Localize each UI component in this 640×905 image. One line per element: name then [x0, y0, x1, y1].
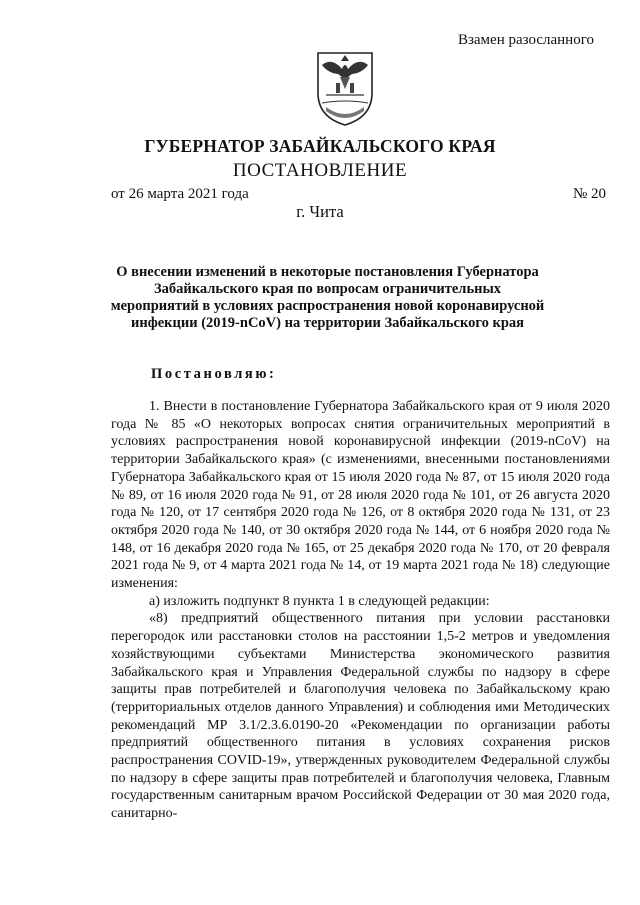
document-subject: О внесении изменений в некоторые постановления Губернатора Забайкальского края по вопросам ограничительных мероприятий в условиях распространения новой коронавирусной инфекции (2019-nCoV) на территории Забайкальского края [110, 264, 545, 331]
document-city: г. Чита [296, 202, 344, 221]
governor-title: ГУБЕРНАТОР ЗАБАЙКАЛЬСКОГО КРАЯ [144, 136, 496, 156]
stamp-note: Взамен разосланного [457, 32, 594, 48]
document-body [111, 398, 610, 823]
document-type: ПОСТАНОВЛЕНИЕ [232, 160, 408, 181]
paragraph-3: «8) предприятий общественного питания при условии расстановки перегородок или расстановки столов на расстоянии 1,5-2 метров и уведомления хозяйствующими субъектами Министерства экономического развития Забайкальского края и Управления Федеральной службы по надзору в сфере защиты прав потребителей и благополучия человека по Забайкальскому краю (территориальных отделов данного Управления) и соблюдения ими Методических рекомендаций МР 3.1/2.3.6.0190-20 «Рекомендации по организации работы предприятий общественного питания в условиях сохранения рисков распространения COVID-19», утвержденных руководителем Федеральной службы по надзору в сфере защиты прав потребителей и благополучия человека, Главным государственным санитарным врачом Российской Федерации от 30 мая 2020 года, санитарно- [111, 611, 610, 822]
paragraph-1: 1. Внести в постановление Губернатора Забайкальского края от 9 июля 2020 года № 85 «О некоторых вопросах снятия ограничительных мероприятий в условиях распространения новой коронавирусной инфекции (2019-nCoV) на территории Забайкальского края» (с изменениями, внесенными постановлениями Губернатора Забайкальского края от 15 июля 2020 года № 87, от 15 июля 2020 года № 89, от 16 июля 2020 года № 91, от 28 июля 2020 года № 101, от 26 августа 2020 года № 120, от 17 сентября 2020 года № 126, от 8 октября 2020 года № 131, от 23 октября 2020 года № 140, от 30 октября 2020 года № 144, от 6 ноября 2020 года № 148, от 16 декабря 2020 года № 165, от 25 декабря 2020 года № 170, от 20 февраля 2021 года № 9, от 4 марта 2021 года № 14, от 19 марта 2021 года № 18) следующие изменения: [111, 399, 610, 592]
document-date: от 26 марта 2021 года [111, 186, 249, 202]
document-number: № 20 [572, 186, 606, 202]
paragraph-2: а) изложить подпункт 8 пункта 1 в следующей редакции: [149, 593, 490, 609]
coat-of-arms-icon [312, 47, 378, 127]
decree-heading: Постановляю: [151, 366, 277, 382]
